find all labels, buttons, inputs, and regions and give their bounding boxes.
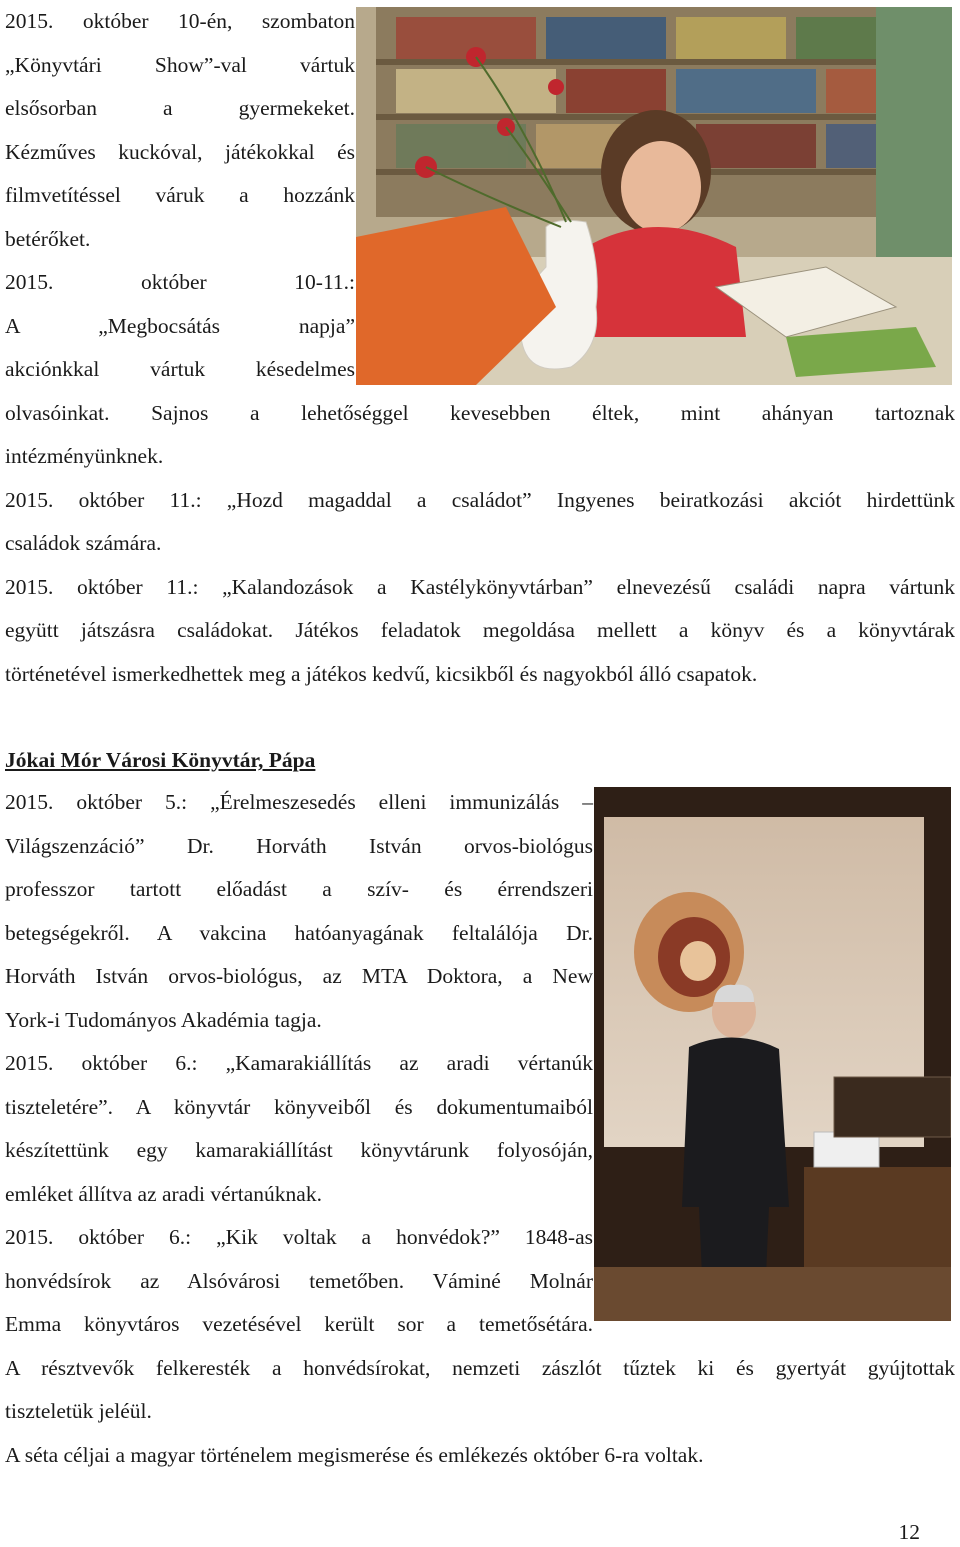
text-line: családok számára. — [5, 531, 162, 555]
text-line: tiszteletük jeléül. — [5, 1399, 152, 1423]
library-children-photo — [356, 7, 952, 385]
text-line: 2015. október 11.: „Kalandozások a Kastélykönyvtárban” elnevezésű családi napra vártunk — [5, 574, 955, 599]
text-line: Világszenzáció” Dr. Horváth István orvos-biológus — [5, 833, 593, 858]
text-line: 2015. október 6.: „Kik voltak a honvédok?” 1848-as — [5, 1225, 593, 1249]
text-line: Horváth István orvos-biológus, az MTA Doktora, a New — [5, 964, 593, 988]
text-line: A résztvevők felkeresték a honvédsírokat, nemzeti zászlót tűztek ki és gyertyát gyújtottak — [5, 1355, 955, 1380]
text-line: A séta céljai a magyar történelem megismerése és emlékezés október 6-ra voltak. — [5, 1442, 704, 1467]
text-line: honvédsírok az Alsóvárosi temetőben. Váminé Molnár — [5, 1268, 593, 1293]
text-line: York-i Tudományos Akadémia tagja. — [5, 1007, 322, 1032]
section-heading: Jókai Mór Városi Könyvtár, Pápa — [5, 748, 316, 772]
text-line: történetével ismerkedhettek meg a játékos kedvű, kicsikből és nagyokból álló csapatok. — [5, 661, 758, 686]
text-line: „Könyvtári Show”-val vártuk — [5, 52, 355, 77]
text-line: 2015. október 5.: „Érelmeszesedés elleni immunizálás – — [5, 790, 593, 814]
text-line: 2015. október 11.: „Hozd magaddal a családot” Ingyenes beiratkozási akciót hirdettünk — [5, 487, 955, 512]
text-line: 2015. október 10-11.: — [5, 270, 355, 294]
text-line: 2015. október 10-én, szombaton — [5, 9, 355, 33]
text-line: A „Megbocsátás napja” — [5, 313, 355, 338]
text-line: tiszteletére”. A könyvtár könyveiből és dokumentumaiból — [5, 1094, 593, 1119]
lecture-photo — [594, 787, 951, 1321]
page-number: 12 — [898, 1520, 920, 1544]
text-line: készítettünk egy kamarakiállítást könyvtárunk folyosóján, — [5, 1138, 593, 1162]
text-line: Kézműves kuckóval, játékokkal és — [5, 139, 355, 164]
text-line: betegségekről. A vakcina hatóanyagának feltalálója Dr. — [5, 920, 593, 945]
text-line: akciónkkal vártuk késedelmes — [5, 357, 355, 381]
text-line: Emma könyvtáros vezetésével került sor a temetősétára. — [5, 1312, 593, 1336]
text-line: intézményünknek. — [5, 444, 164, 468]
text-line: betérőket. — [5, 226, 91, 251]
text-line: professzor tartott előadást a szív- és érrendszeri — [5, 877, 593, 901]
text-line: olvasóinkat. Sajnos a lehetőséggel kevesebben éltek, mint ahányan tartoznak — [5, 400, 955, 425]
text-line: emléket állítva az aradi vértanúknak. — [5, 1181, 322, 1206]
text-line: elsősorban a gyermekeket. — [5, 96, 355, 120]
text-line: együtt játszásra családokat. Játékos feladatok megoldása mellett a könyv és a könyvtárak — [5, 618, 955, 642]
text-line: filmvetítéssel váruk a hozzánk — [5, 183, 355, 207]
text-line: 2015. október 6.: „Kamarakiállítás az aradi vértanúk — [5, 1051, 593, 1075]
